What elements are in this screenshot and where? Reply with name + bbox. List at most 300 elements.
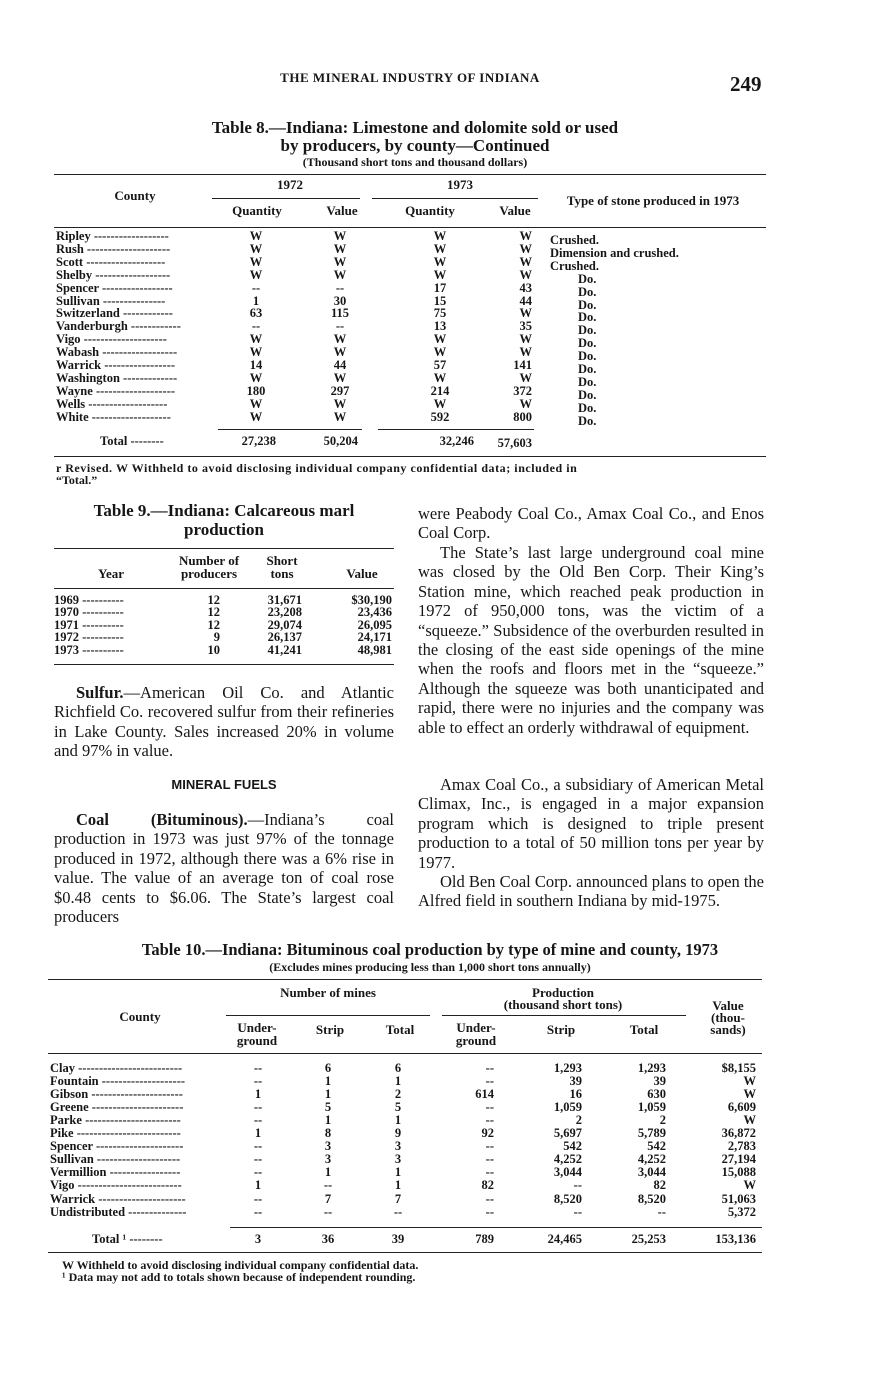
year-label: 1970 (54, 605, 79, 620)
table8-total-q72: 27,238 (241, 434, 276, 448)
dot-leader: ---------------------- (88, 1100, 184, 1115)
right-paragraph-1: were Peabody Coal Co., Amax Coal Co., and Enos Coal Corp. (418, 504, 764, 543)
table10-cell-prod-strip: -- (573, 1204, 582, 1219)
table10-total-ps: 24,465 (547, 1232, 582, 1246)
table8-cell-q73: W (433, 370, 447, 385)
county-name: Undistributed (50, 1204, 126, 1219)
table10-cell-prod-under: -- (485, 1191, 494, 1206)
dot-leader: ---------------------- (88, 1087, 183, 1102)
table-row-year (54, 643, 170, 658)
table9-cell-producers: 9 (213, 630, 220, 645)
table10-cell-value: 2,783 (727, 1139, 756, 1154)
table8-col-value-72: Value (326, 203, 358, 218)
county-name: Clay (50, 1061, 75, 1075)
table10-cell-prod-total: 2 (659, 1113, 666, 1128)
table10-col-mines-under-2: ground (236, 1033, 278, 1048)
table10-cell-prod-under: -- (485, 1139, 494, 1154)
table8-cell-q72: W (249, 267, 263, 282)
table10-cell-prod-strip: 5,697 (553, 1126, 582, 1141)
table8-cell-type: Crushed. (550, 258, 599, 273)
table10-group-mines: Number of mines (280, 985, 376, 1000)
right-paragraph-3: Amax Coal Co., a subsidiary of American Metal Climax, Inc., is engaged in a major expansion program which is designed to triple present production to a total of 50 million tons per year by 1977. (418, 775, 764, 872)
dot-leader: --------------------- (95, 1191, 186, 1206)
dot-leader: ------------------------- (74, 1178, 182, 1193)
table9-cell-tons: 23,208 (267, 605, 302, 620)
table8-cell-v73: 35 (519, 319, 532, 334)
dot-leader: --------------------- (92, 1139, 184, 1154)
table8-cell-type: Do. (578, 297, 597, 312)
table8-col-quantity-72: Quantity (232, 203, 282, 218)
dot-leader: ------------ (119, 306, 173, 321)
dot-leader: ---------- (79, 617, 124, 632)
table9-header-rule (54, 588, 394, 589)
table8-year-1972: 1972 (277, 177, 303, 192)
table10-total-mu: 3 (254, 1232, 262, 1246)
table8-title-2: by producers, by county—Continued (280, 136, 550, 155)
table10-cell-mines-strip: 3 (324, 1139, 332, 1154)
table8-cell-q72: 63 (249, 306, 263, 321)
table9-cell-tons: 29,074 (267, 617, 302, 632)
dot-leader: -------------------- (98, 1074, 186, 1089)
table10-col-prod-under-1: Under- (456, 1020, 496, 1035)
table8-cell-q72: W (249, 345, 263, 360)
table10-cell-mines-under: -- (253, 1204, 263, 1219)
table10-cell-mines-total: 1 (394, 1113, 402, 1128)
dot-leader: -------------------- (93, 1152, 181, 1167)
table10-col-prod-total: Total (629, 1022, 659, 1037)
table10-cell-mines-under: 1 (254, 1126, 262, 1141)
county-name: Ripley (56, 229, 91, 243)
dot-leader: ------------------- (88, 409, 171, 424)
table8-total-q73: 32,246 (439, 434, 474, 448)
table8-cell-type: Do. (578, 387, 597, 402)
table10-cell-mines-total: 1 (394, 1074, 402, 1089)
table10-total-pt: 25,253 (631, 1232, 666, 1246)
table10-cell-prod-under: -- (485, 1113, 494, 1128)
table10-cell-mines-under: -- (253, 1100, 263, 1115)
dot-leader: ---------- (79, 605, 124, 620)
table10-group-production-2: (thousand short tons) (503, 997, 623, 1012)
table9-col-year: Year (98, 566, 124, 581)
dot-leader: ------------- (119, 370, 178, 385)
county-name: Fountain (50, 1074, 99, 1089)
table8-cell-q72: W (249, 396, 263, 411)
table10-cell-prod-under: -- (485, 1152, 494, 1167)
table8-cell-v73: W (519, 306, 532, 321)
table9-cell-value: 23,436 (357, 605, 392, 620)
county-name: Shelby (56, 267, 93, 282)
dot-leader: ------------------- (83, 254, 166, 269)
table8-cell-q73: W (433, 345, 447, 360)
table9-col-producers-2: producers (180, 566, 238, 581)
table10-cell-value: 51,063 (721, 1191, 756, 1206)
table8-cell-q73: W (433, 267, 447, 282)
running-head: THE MINERAL INDUSTRY OF INDIANA (280, 70, 540, 85)
table8-cell-q72: W (249, 229, 263, 243)
table8-cell-q73: 17 (433, 280, 447, 295)
table8-cell-v72: W (333, 332, 347, 347)
county-name: Vigo (56, 332, 81, 347)
table8-cell-v72: W (333, 229, 347, 243)
table10-cell-mines-strip: 7 (324, 1191, 332, 1206)
table10-cell-value: W (743, 1074, 756, 1089)
table10-cell-mines-strip: -- (323, 1204, 333, 1219)
table8-cell-v73: 44 (519, 293, 532, 308)
table8-footnote-2: “Total.” (56, 473, 98, 487)
county-name: Pike (50, 1126, 74, 1141)
table8-cell-type: Do. (578, 400, 597, 415)
table10-cell-mines-strip: -- (323, 1178, 333, 1193)
county-name: Sullivan (56, 293, 100, 308)
table10-cell-prod-total: 39 (653, 1074, 666, 1089)
dot-leader: ------------------ (90, 229, 169, 243)
table10-cell-mines-under: -- (253, 1191, 263, 1206)
table8-cell-q73: 592 (430, 409, 450, 424)
table10-cell-prod-strip: 1,293 (553, 1061, 582, 1075)
table10-total-rule (230, 1227, 762, 1228)
table8-cell-v73: W (519, 345, 532, 360)
table9-cell-value: 26,095 (357, 617, 392, 632)
year-label: 1969 (54, 593, 79, 607)
dot-leader: ------------------ (92, 267, 171, 282)
table10-group-production-1: Production (532, 985, 594, 1000)
dot-leader: ------------ (127, 319, 181, 334)
table9-col-tons-2: tons (270, 566, 294, 581)
table9-cell-producers: 12 (207, 593, 220, 607)
table9-cell-value: 24,171 (357, 630, 392, 645)
table10-top-rule (48, 979, 762, 980)
county-name: Washington (56, 370, 120, 385)
table9-top-rule (54, 548, 394, 549)
table10-cell-mines-under: -- (253, 1113, 263, 1128)
table8-bottom-rule (54, 456, 766, 457)
table9-title-2: production (184, 520, 264, 539)
table8-cell-q72: W (249, 241, 263, 256)
table8-cell-v72: 297 (330, 383, 350, 398)
table8-cell-type: Do. (578, 336, 597, 351)
dot-leader: -------------------- (83, 241, 171, 256)
table10-cell-prod-strip: 39 (569, 1074, 582, 1089)
table10-total-value: 153,136 (715, 1232, 756, 1246)
table10-bottom-rule (48, 1252, 762, 1253)
table10-cell-mines-strip: 5 (324, 1100, 332, 1115)
table10-col-value-3: sands) (710, 1022, 746, 1037)
county-name: Warrick (50, 1191, 96, 1206)
table10-cell-mines-total: 1 (394, 1178, 402, 1193)
table8-col-quantity-73: Quantity (405, 203, 455, 218)
table10-cell-mines-strip: 3 (324, 1152, 332, 1167)
table10-footnote-1: W Withheld to avoid disclosing individual company confidential data. (62, 1258, 419, 1272)
table8-cell-v72: W (333, 409, 347, 424)
table9-cell-producers: 10 (207, 642, 220, 657)
table8-header-rule (54, 227, 766, 228)
table10-cell-mines-under: -- (253, 1165, 263, 1180)
dot-leader: ------------------------- (75, 1061, 183, 1075)
table8-col-type: Type of stone produced in 1973 (566, 193, 740, 208)
table8-rule-1972 (212, 198, 360, 199)
table10-col-mines-under-1: Under- (237, 1020, 277, 1035)
dot-leader: ----------------- (101, 358, 176, 372)
table10-cell-prod-under: -- (485, 1100, 494, 1115)
table10-total-label: Total ¹ -------- (92, 1232, 163, 1246)
table8-cell-v73: W (519, 267, 532, 282)
table10-col-county: County (119, 1009, 161, 1024)
table8-cell-type: Do. (578, 362, 597, 376)
table8-cell-q73: 13 (433, 319, 447, 334)
table8-cell-type: Do. (578, 374, 597, 389)
county-name: Spencer (50, 1139, 93, 1154)
table8-cell-q72: W (249, 254, 263, 269)
table10-cell-prod-total: 1,293 (637, 1061, 666, 1075)
table8-cell-v72: -- (335, 280, 345, 295)
table8-total-rule-1 (218, 429, 362, 430)
table10-total-mt: 39 (391, 1232, 405, 1246)
table10-cell-mines-total: 9 (394, 1126, 402, 1141)
table8-total-rule-2 (378, 429, 534, 430)
table10-cell-mines-total: -- (393, 1204, 403, 1219)
table10-col-value-1: Value (712, 998, 744, 1013)
table10-total-pu: 789 (475, 1232, 494, 1246)
table8-subtitle: (Thousand short tons and thousand dollars) (302, 155, 528, 169)
table10-cell-prod-total: 8,520 (637, 1191, 666, 1206)
year-label: 1972 (54, 630, 79, 645)
table10-cell-mines-total: 3 (394, 1139, 402, 1154)
table10-cell-mines-total: 2 (394, 1087, 402, 1102)
table10-cell-prod-strip: 4,252 (553, 1152, 582, 1167)
table8-cell-v73: W (519, 370, 532, 385)
table10-cell-value: $8,155 (721, 1061, 756, 1075)
dot-leader: ---------- (79, 593, 124, 607)
table8-cell-q72: W (249, 409, 263, 424)
table8-cell-type: Do. (578, 349, 597, 364)
table10-cell-prod-under: 614 (475, 1087, 494, 1102)
table-row-county (50, 1205, 230, 1220)
table8-col-county: County (114, 188, 156, 203)
county-name: Wabash (56, 345, 100, 360)
table10-cell-prod-under: -- (485, 1204, 494, 1219)
table10-cell-value: 36,872 (721, 1126, 756, 1141)
table8-cell-type: Dimension and crushed. (550, 245, 679, 260)
table10-title: Table 10.—Indiana: Bituminous coal production by type of mine and county, 1973 (141, 940, 719, 959)
table10-cell-mines-strip: 6 (324, 1061, 332, 1075)
table10-col-mines-total: Total (385, 1022, 415, 1037)
table10-header-rule (48, 1053, 762, 1054)
table8-cell-v72: 44 (333, 358, 347, 372)
table10-cell-mines-total: 7 (394, 1191, 402, 1206)
table10-cell-prod-total: 5,789 (637, 1126, 666, 1141)
table8-cell-q73: W (433, 229, 447, 243)
table9-cell-tons: 26,137 (267, 630, 302, 645)
table8-cell-v73: W (519, 332, 532, 347)
table8-cell-v72: W (333, 241, 347, 256)
county-name: Vermillion (50, 1165, 107, 1180)
table10-cell-value: W (743, 1087, 756, 1102)
dot-leader: ------------------- (85, 396, 168, 411)
table10-col-mines-strip: Strip (315, 1022, 345, 1037)
table10-cell-prod-strip: -- (573, 1178, 582, 1193)
table8-cell-v73: 141 (513, 358, 532, 372)
table8-cell-v73: W (519, 241, 532, 256)
county-name: Parke (50, 1113, 82, 1128)
table8-footnote-1: r Revised. W Withheld to avoid disclosing individual company confidential data; included in (56, 461, 578, 475)
table8-cell-v73: W (519, 396, 532, 411)
table10-cell-prod-total: 542 (647, 1139, 666, 1154)
table8-cell-type: Do. (578, 310, 597, 325)
table8-cell-v72: 30 (333, 293, 347, 308)
table10-cell-prod-strip: 8,520 (553, 1191, 582, 1206)
table10-cell-prod-total: 4,252 (637, 1152, 666, 1167)
table10-cell-value: W (743, 1113, 756, 1128)
county-name: Vigo (50, 1178, 75, 1193)
table10-cell-value: W (743, 1178, 756, 1193)
table10-cell-prod-total: -- (657, 1204, 666, 1219)
table8-cell-v73: 800 (513, 409, 532, 424)
page-number: 249 (730, 72, 762, 96)
table10-cell-prod-under: -- (485, 1165, 494, 1180)
table9-col-tons-1: Short (266, 553, 298, 568)
table8-cell-v72: -- (335, 319, 345, 334)
table9-col-value: Value (346, 566, 378, 581)
right-paragraph-4: Old Ben Coal Corp. announced plans to open the Alfred field in southern Indiana by mid-1975. (418, 872, 764, 911)
table8-cell-q73: 15 (433, 293, 447, 308)
table9-cell-tons: 41,241 (267, 642, 302, 657)
table8-title-1: Table 8.—Indiana: Limestone and dolomite sold or used (211, 118, 619, 137)
section-heading: MINERAL FUELS (171, 777, 277, 792)
table8-cell-q72: W (249, 370, 263, 385)
table10-cell-prod-total: 1,059 (637, 1100, 666, 1115)
dot-leader: -------------------- (80, 332, 167, 347)
county-name: Rush (56, 241, 84, 256)
dot-leader: --------------- (99, 293, 166, 308)
table8-cell-q72: 1 (252, 293, 260, 308)
dot-leader: ---------- (79, 630, 124, 645)
table8-year-1973: 1973 (447, 177, 473, 192)
table10-cell-value: 6,609 (727, 1100, 756, 1115)
table8-top-rule (54, 174, 766, 175)
year-label: 1973 (54, 642, 79, 657)
table10-cell-mines-total: 1 (394, 1165, 402, 1180)
table10-cell-prod-strip: 3,044 (553, 1165, 582, 1180)
table8-cell-q72: W (249, 332, 263, 347)
table8-cell-v73: 43 (519, 280, 532, 295)
table8-cell-q73: W (433, 254, 447, 269)
table8-cell-q72: 180 (246, 383, 266, 398)
dot-leader: ------------------------- (73, 1126, 181, 1141)
table10-cell-prod-total: 630 (647, 1087, 666, 1102)
table10-cell-mines-strip: 1 (324, 1074, 332, 1089)
table10-cell-mines-strip: 1 (324, 1113, 332, 1128)
county-name: Greene (50, 1100, 89, 1115)
table9-cell-value: $30,190 (351, 593, 392, 607)
table10-cell-prod-strip: 542 (563, 1139, 582, 1154)
table8-cell-v73: W (519, 229, 532, 243)
county-name: Wayne (56, 383, 93, 398)
county-name: Warrick (56, 358, 102, 372)
table8-cell-q73: W (433, 241, 447, 256)
table9-col-producers-1: Number of (178, 553, 240, 568)
table8-cell-v72: W (333, 345, 347, 360)
table10-cell-prod-strip: 2 (575, 1113, 582, 1128)
table10-cell-prod-under: 92 (481, 1126, 494, 1141)
table10-cell-mines-under: -- (253, 1061, 263, 1075)
table8-cell-q72: -- (251, 280, 261, 295)
table9-bottom-rule (54, 664, 394, 665)
table8-cell-q72: -- (251, 319, 261, 334)
dot-leader: ---------- (79, 642, 124, 657)
county-name: Wells (56, 396, 86, 411)
table10-cell-mines-strip: 1 (324, 1087, 332, 1102)
table8-cell-type: Do. (578, 271, 597, 286)
dot-leader: ----------------- (98, 280, 173, 295)
table10-cell-mines-total: 6 (394, 1061, 402, 1075)
table8-cell-q73: W (433, 332, 447, 347)
table8-total-v72: 50,204 (323, 434, 358, 448)
table10-cell-value: 5,372 (727, 1204, 756, 1219)
county-name: Switzerland (56, 306, 120, 321)
table10-cell-prod-strip: 16 (569, 1087, 582, 1102)
table8-cell-v72: W (333, 396, 347, 411)
table10-col-prod-strip: Strip (546, 1022, 576, 1037)
table8-cell-v72: W (333, 267, 347, 282)
table10-cell-prod-total: 82 (653, 1178, 666, 1193)
table9-title-1: Table 9.—Indiana: Calcareous marl (93, 501, 355, 520)
table8-cell-type: Do. (578, 413, 597, 428)
table10-cell-value: 27,194 (721, 1152, 756, 1167)
table8-cell-v73: W (519, 254, 532, 269)
table10-rule-mines (226, 1015, 430, 1016)
table8-cell-q73: W (433, 396, 447, 411)
table10-col-prod-under-2: ground (455, 1033, 497, 1048)
table8-rule-1973 (372, 198, 538, 199)
table10-cell-mines-under: 1 (254, 1087, 262, 1102)
table10-cell-mines-strip: 8 (324, 1126, 332, 1141)
table8-cell-q73: 57 (433, 358, 447, 372)
county-name: Spencer (56, 280, 99, 295)
table9-cell-producers: 12 (207, 617, 220, 632)
table9-cell-tons: 31,671 (267, 593, 302, 607)
dot-leader: ------------------- (92, 383, 176, 398)
table10-rule-production (442, 1015, 686, 1016)
table10-cell-mines-under: 1 (254, 1178, 262, 1193)
table10-cell-mines-total: 3 (394, 1152, 402, 1167)
table8-cell-v72: 115 (330, 306, 350, 321)
table-row-county (56, 410, 210, 425)
table10-cell-mines-total: 5 (394, 1100, 402, 1115)
table10-total-ms: 36 (321, 1232, 335, 1246)
county-name: White (56, 409, 89, 424)
table10-cell-mines-strip: 1 (324, 1165, 332, 1180)
table10-cell-mines-under: -- (253, 1152, 263, 1167)
table8-total-v73: 57,603 (497, 436, 532, 450)
county-name: Scott (56, 254, 84, 269)
table8-cell-q73: 214 (430, 383, 450, 398)
table8-cell-v72: W (333, 254, 347, 269)
table9-cell-producers: 12 (207, 605, 220, 620)
table8-total-label: Total -------- (100, 434, 164, 448)
table10-subtitle: (Excludes mines producing less than 1,000 short tons annually) (269, 960, 591, 974)
dot-leader: ----------------- (106, 1165, 181, 1180)
table10-cell-mines-under: -- (253, 1139, 263, 1154)
dot-leader: -------------- (125, 1204, 187, 1219)
table10-cell-prod-under: -- (485, 1074, 494, 1089)
table10-cell-value: 15,088 (721, 1165, 756, 1180)
table8-cell-type: Do. (578, 284, 597, 299)
table10-cell-prod-under: 82 (481, 1178, 494, 1193)
table10-cell-prod-total: 3,044 (637, 1165, 666, 1180)
table8-cell-q73: 75 (433, 306, 447, 321)
coal-paragraph: Coal (Bituminous).—Indiana’s coal production in 1973 was just 97% of the tonnage produced in 1972, although there was a 6% rise in value. The value of an average ton of coal rose $0.48 cents to $6.06. The State’s largest coal producers (54, 810, 395, 927)
table8-cell-type: Crushed. (550, 233, 599, 247)
